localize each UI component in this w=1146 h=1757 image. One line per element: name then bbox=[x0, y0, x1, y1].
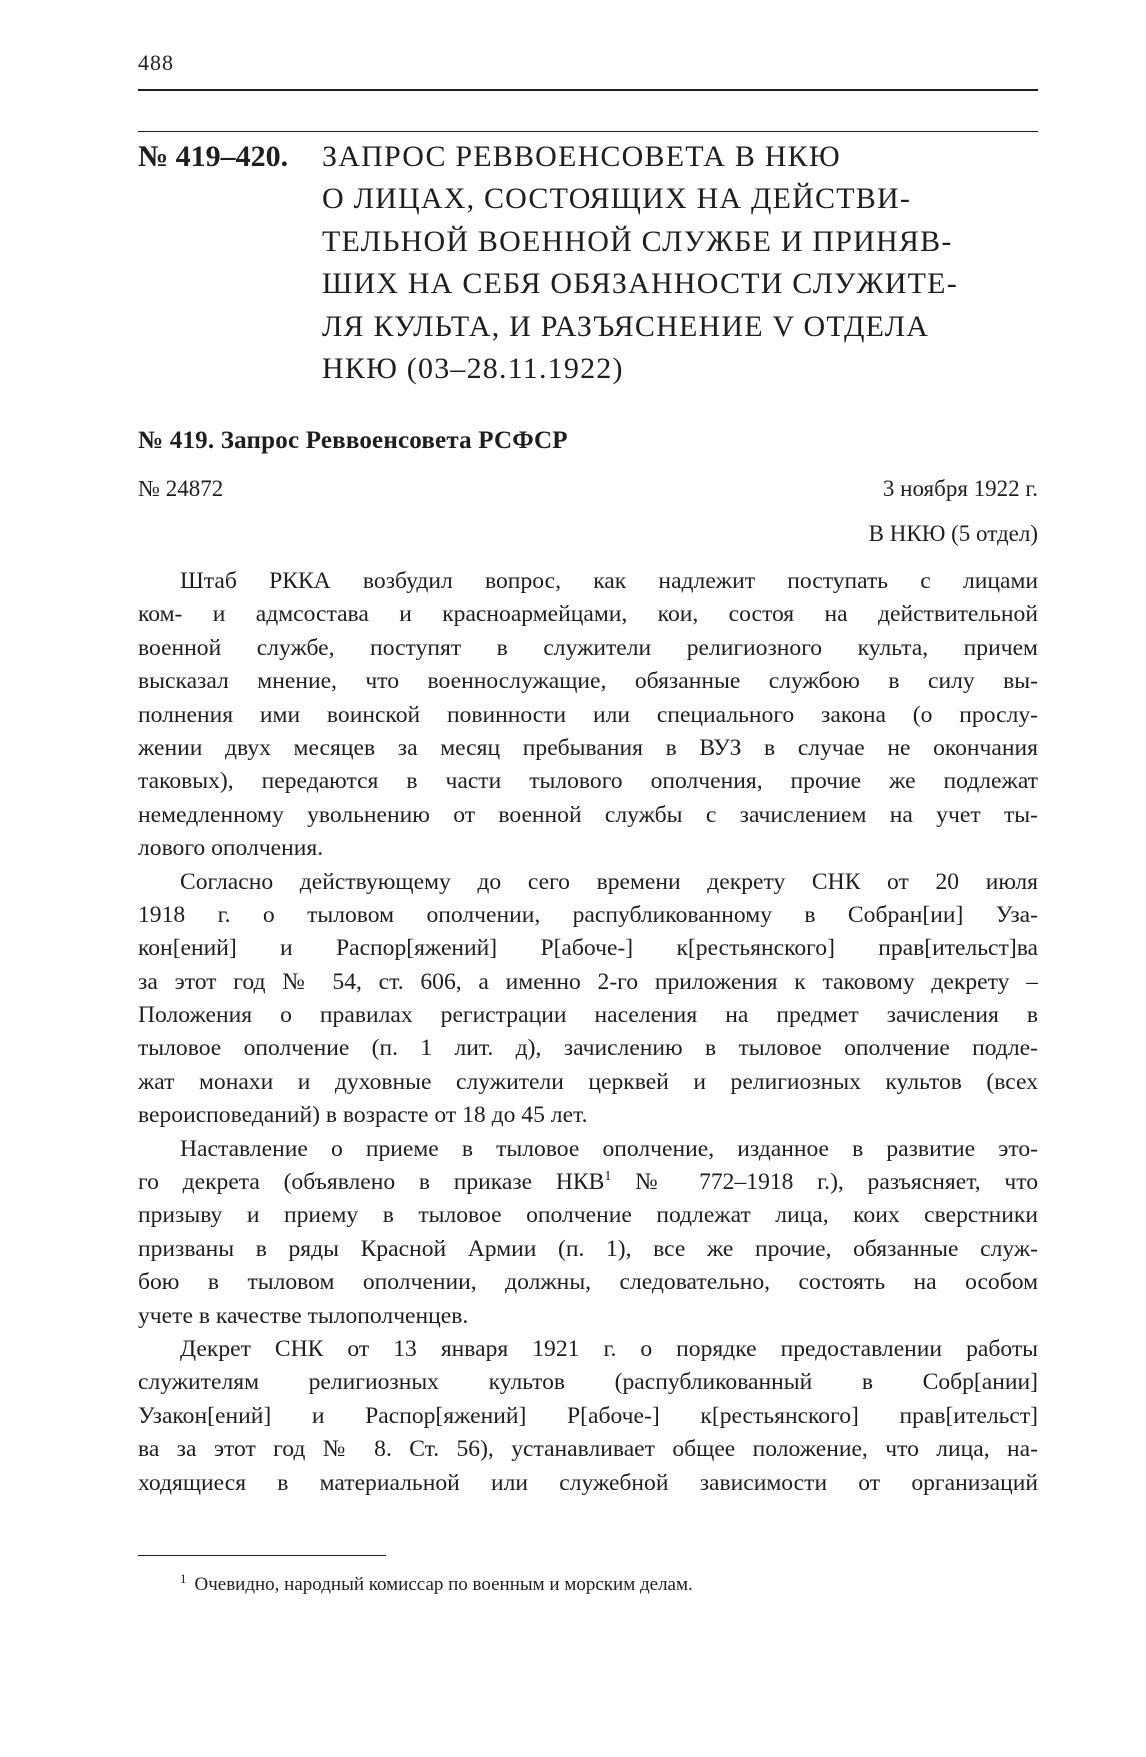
text-line: призваны в ряды Красной Армии (п. 1), все же прочие, обязанные служ- bbox=[138, 1235, 1038, 1262]
text-line: тыловое ополчение (п. 1 лит. д), зачислению в тыловое ополчение подле- bbox=[138, 1035, 1038, 1062]
heading-title-line: ТЕЛЬНОЙ ВОЕННОЙ СЛУЖБЕ И ПРИНЯВ- bbox=[322, 224, 953, 258]
text-fragment: го декрета (объявлено в приказе НКВ bbox=[138, 1169, 605, 1196]
text-line: ва за этот год № 8. Ст. 56), устанавливает общее положение, что лица, на- bbox=[138, 1436, 1038, 1463]
text-line: 1918 г. о тыловом ополчении, распубликованному в Собран[ии] Уза- bbox=[138, 901, 1038, 928]
document-date: 3 ноября 1922 г. bbox=[882, 476, 1038, 501]
text-line: ходящиеся в материальной или служебной зависимости от организаций bbox=[138, 1469, 1038, 1496]
document-number: № 24872 bbox=[138, 476, 224, 501]
text-line: лового ополчения. bbox=[138, 835, 324, 862]
document-body bbox=[138, 565, 1038, 1500]
text-line: Узакон[ений] и Распор[яжений] Р[абоче-] к[рестьянского] прав[ительст] bbox=[138, 1402, 1038, 1429]
text-line: за этот год № 54, ст. 606, а именно 2-го приложения к таковому декрету – bbox=[138, 968, 1038, 995]
doc-range-number: № 419–420. bbox=[138, 140, 289, 173]
text-line: служителям религиозных культов (распубликованный в Собр[ании] bbox=[138, 1369, 1038, 1396]
heading-title-line: ЗАПРОС РЕВВОЕНСОВЕТА В НКЮ bbox=[322, 140, 841, 173]
text-line: жат монахи и духовные служители церквей и религиозных культов (всех bbox=[138, 1068, 1038, 1095]
text-line: Положения о правилах регистрации населения на предмет зачисления в bbox=[138, 1002, 1038, 1029]
heading-title-line: О ЛИЦАХ, СОСТОЯЩИХ НА ДЕЙСТВИ- bbox=[322, 182, 912, 216]
page-number: 488 bbox=[138, 50, 174, 75]
text-line: Согласно действующему до сего времени декрету СНК от 20 июля bbox=[180, 868, 1038, 895]
text-line: кон[ений] и Распор[яжений] Р[абоче-] к[рестьянского] прав[ительст]ва bbox=[138, 935, 1038, 962]
text-line: бою в тыловом ополчении, должны, следовательно, состоять на особом bbox=[138, 1269, 1038, 1296]
document-subheading: № 419. Запрос Реввоенсовета РСФСР bbox=[138, 427, 568, 454]
text-line: высказал мнение, что военнослужащие, обязанные службою в силу вы- bbox=[138, 668, 1038, 695]
text-line: учете в качестве тылополченцев. bbox=[138, 1302, 469, 1329]
footnote-rule bbox=[138, 1555, 386, 1556]
heading-title bbox=[322, 136, 958, 390]
heading-rule bbox=[138, 131, 1038, 132]
footnote-text: Очевидно, народный комиссар по военным и морским делам. bbox=[194, 1574, 693, 1595]
heading-title-line: ШИХ НА СЕБЯ ОБЯЗАННОСТИ СЛУЖИТЕ- bbox=[322, 267, 958, 301]
footnote-reference[interactable]: 1 bbox=[604, 1169, 612, 1185]
text-line-with-footnote bbox=[138, 1166, 1038, 1199]
text-line: ком- и адмсостава и красноармейцами, кои, состоя на действительной bbox=[138, 601, 1038, 628]
heading-title-line: ЛЯ КУЛЬТА, И РАЗЪЯСНЕНИЕ V ОТДЕЛА bbox=[322, 309, 930, 343]
text-line: полнения ими воинской повинности или специального закона (о прослу- bbox=[138, 701, 1038, 728]
text-line: военной службе, поступят в служители религиозного культа, причем bbox=[138, 634, 1038, 661]
heading-title-line: НКЮ (03–28.11.1922) bbox=[322, 352, 624, 386]
text-line: немедленному увольнению от военной службы с зачислением на учет ты- bbox=[138, 801, 1038, 828]
text-line: жении двух месяцев за месяц пребывания в ВУЗ в случае не окончания bbox=[138, 734, 1038, 761]
footnote bbox=[180, 1570, 693, 1596]
paragraph-3 bbox=[138, 1133, 1038, 1333]
text-line: Штаб РККА возбудил вопрос, как надлежит поступать с лицами bbox=[180, 568, 1038, 594]
paragraph-1 bbox=[138, 565, 1038, 866]
document-addressee: В НКЮ (5 отдел) bbox=[868, 521, 1038, 546]
paragraph-2 bbox=[138, 866, 1038, 1133]
text-line: вероисповеданий) в возрасте от 18 до 45 лет. bbox=[138, 1102, 588, 1129]
text-line: Декрет СНК от 13 января 1921 г. о порядке предоставлении работы bbox=[180, 1335, 1038, 1362]
text-line: таковых), передаются в части тылового ополчения, прочие же подлежат bbox=[138, 768, 1038, 795]
text-line: призыву и приему в тыловое ополчение подлежат лица, коих сверстники bbox=[138, 1202, 1038, 1229]
paragraph-4 bbox=[138, 1333, 1038, 1500]
footnote-marker: 1 bbox=[180, 1570, 187, 1586]
text-fragment: № 772–1918 г.), разъясняет, что bbox=[611, 1169, 1038, 1196]
header-rule bbox=[138, 89, 1038, 91]
text-line: Наставление о приеме в тыловое ополчение, изданное в развитие это- bbox=[180, 1135, 1038, 1162]
